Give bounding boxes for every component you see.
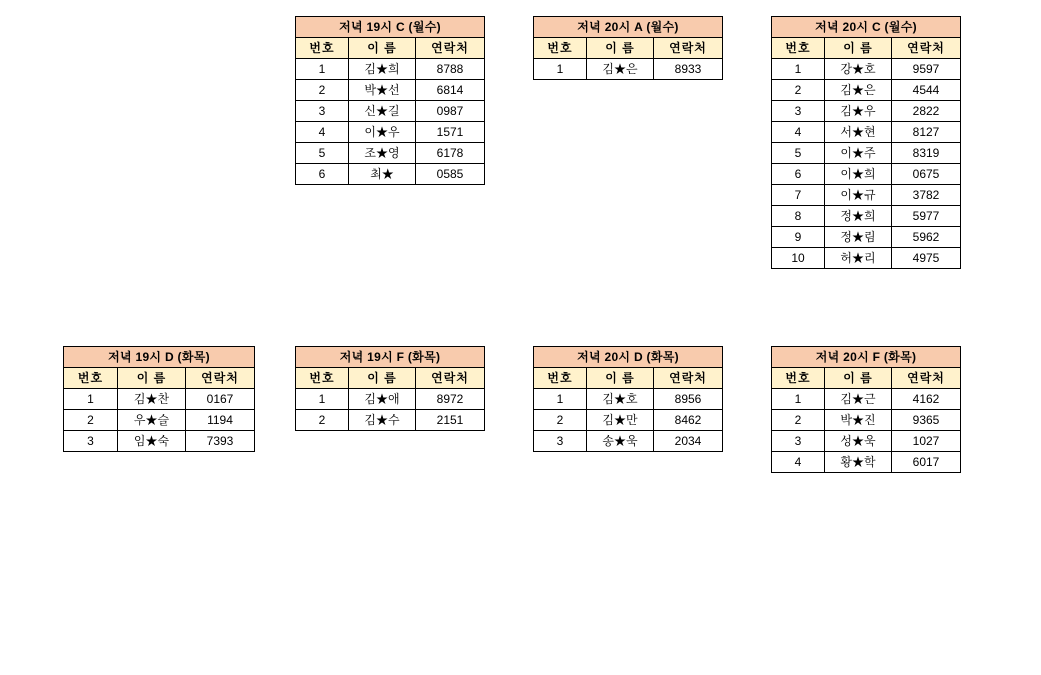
table-row (772, 410, 961, 431)
table-row (296, 59, 485, 80)
cell-number: 10 (772, 248, 825, 269)
cell-name: 김★희 (349, 59, 416, 80)
table-header-row (296, 368, 485, 389)
class-roster-table (771, 16, 961, 269)
column-header-number: 번호 (534, 38, 587, 59)
cell-contact: 2034 (654, 431, 723, 452)
table-header-row (772, 368, 961, 389)
table-title: 저녁 20시 D (화목) (533, 346, 723, 367)
class-roster-table (295, 16, 485, 185)
column-header-name: 이 름 (349, 38, 416, 59)
cell-contact: 0585 (416, 164, 485, 185)
cell-number: 1 (534, 389, 587, 410)
table-row (64, 389, 255, 410)
table-row (772, 206, 961, 227)
table-row (772, 143, 961, 164)
column-header-name: 이 름 (118, 368, 186, 389)
cell-name: 이★희 (825, 164, 892, 185)
cell-contact: 8956 (654, 389, 723, 410)
cell-contact: 6178 (416, 143, 485, 164)
cell-number: 6 (772, 164, 825, 185)
cell-contact: 8319 (892, 143, 961, 164)
cell-name: 김★근 (825, 389, 892, 410)
table-row (296, 80, 485, 101)
cell-contact: 0675 (892, 164, 961, 185)
cell-contact: 0167 (186, 389, 255, 410)
table-row (772, 185, 961, 206)
cell-contact: 8972 (416, 389, 485, 410)
table-header-row (296, 38, 485, 59)
cell-name: 김★찬 (118, 389, 186, 410)
cell-number: 5 (772, 143, 825, 164)
table-row (534, 410, 723, 431)
cell-number: 1 (64, 389, 118, 410)
cell-number: 3 (296, 101, 349, 122)
table-row (772, 389, 961, 410)
cell-contact: 5977 (892, 206, 961, 227)
cell-contact: 1571 (416, 122, 485, 143)
cell-name: 김★호 (587, 389, 654, 410)
cell-number: 1 (772, 389, 825, 410)
table-row (772, 101, 961, 122)
column-header-contact: 연락처 (654, 368, 723, 389)
column-header-contact: 연락처 (186, 368, 255, 389)
table-row (772, 164, 961, 185)
column-header-number: 번호 (296, 368, 349, 389)
column-header-contact: 연락처 (654, 38, 723, 59)
table-row (64, 431, 255, 452)
cell-contact: 9597 (892, 59, 961, 80)
cell-number: 1 (296, 59, 349, 80)
table-header-row (534, 368, 723, 389)
cell-number: 4 (772, 122, 825, 143)
table-row (296, 122, 485, 143)
cell-name: 조★영 (349, 143, 416, 164)
cell-name: 허★리 (825, 248, 892, 269)
cell-contact: 8462 (654, 410, 723, 431)
cell-name: 송★욱 (587, 431, 654, 452)
cell-number: 2 (296, 410, 349, 431)
cell-contact: 4544 (892, 80, 961, 101)
table-row (296, 389, 485, 410)
cell-number: 4 (772, 452, 825, 473)
cell-name: 김★수 (349, 410, 416, 431)
cell-name: 우★슬 (118, 410, 186, 431)
cell-number: 7 (772, 185, 825, 206)
table-title: 저녁 20시 C (월수) (771, 16, 961, 37)
cell-name: 이★주 (825, 143, 892, 164)
cell-number: 3 (534, 431, 587, 452)
column-header-number: 번호 (64, 368, 118, 389)
class-roster-table (63, 346, 255, 452)
cell-name: 박★선 (349, 80, 416, 101)
column-header-number: 번호 (772, 368, 825, 389)
cell-name: 김★애 (349, 389, 416, 410)
cell-name: 황★학 (825, 452, 892, 473)
cell-name: 이★규 (825, 185, 892, 206)
table-row (772, 248, 961, 269)
table-header-row (64, 368, 255, 389)
column-header-contact: 연락처 (416, 368, 485, 389)
class-roster-table (533, 16, 723, 80)
class-roster-table (295, 346, 485, 431)
cell-number: 1 (534, 59, 587, 80)
cell-name: 김★은 (825, 80, 892, 101)
column-header-contact: 연락처 (892, 368, 961, 389)
cell-name: 이★우 (349, 122, 416, 143)
column-header-name: 이 름 (349, 368, 416, 389)
table-row (296, 143, 485, 164)
table-row (296, 164, 485, 185)
column-header-name: 이 름 (587, 38, 654, 59)
table-row (534, 389, 723, 410)
cell-contact: 4162 (892, 389, 961, 410)
cell-name: 박★진 (825, 410, 892, 431)
table-header-row (534, 38, 723, 59)
cell-contact: 2822 (892, 101, 961, 122)
cell-number: 4 (296, 122, 349, 143)
cell-number: 2 (772, 80, 825, 101)
cell-contact: 8933 (654, 59, 723, 80)
table-title: 저녁 20시 A (월수) (533, 16, 723, 37)
cell-contact: 1027 (892, 431, 961, 452)
column-header-name: 이 름 (825, 38, 892, 59)
cell-name: 김★우 (825, 101, 892, 122)
column-header-contact: 연락처 (416, 38, 485, 59)
cell-number: 2 (772, 410, 825, 431)
cell-name: 김★은 (587, 59, 654, 80)
cell-name: 성★욱 (825, 431, 892, 452)
cell-contact: 2151 (416, 410, 485, 431)
cell-contact: 6017 (892, 452, 961, 473)
cell-number: 2 (64, 410, 118, 431)
column-header-name: 이 름 (825, 368, 892, 389)
table-header-row (772, 38, 961, 59)
cell-number: 2 (296, 80, 349, 101)
column-header-contact: 연락처 (892, 38, 961, 59)
table-row (64, 410, 255, 431)
cell-name: 신★길 (349, 101, 416, 122)
table-row (772, 227, 961, 248)
cell-contact: 0987 (416, 101, 485, 122)
table-row (772, 452, 961, 473)
table-row (772, 59, 961, 80)
table-row (772, 431, 961, 452)
cell-contact: 3782 (892, 185, 961, 206)
cell-name: 강★호 (825, 59, 892, 80)
cell-contact: 9365 (892, 410, 961, 431)
table-row (296, 101, 485, 122)
cell-contact: 4975 (892, 248, 961, 269)
cell-number: 3 (64, 431, 118, 452)
table-row (772, 80, 961, 101)
table-title: 저녁 19시 C (월수) (295, 16, 485, 37)
table-row (296, 410, 485, 431)
cell-contact: 8127 (892, 122, 961, 143)
cell-number: 8 (772, 206, 825, 227)
table-row (534, 431, 723, 452)
cell-number: 3 (772, 431, 825, 452)
cell-number: 1 (772, 59, 825, 80)
cell-name: 정★희 (825, 206, 892, 227)
cell-name: 서★현 (825, 122, 892, 143)
cell-contact: 6814 (416, 80, 485, 101)
table-title: 저녁 20시 F (화목) (771, 346, 961, 367)
column-header-number: 번호 (296, 38, 349, 59)
cell-contact: 1194 (186, 410, 255, 431)
table-row (534, 59, 723, 80)
cell-name: 정★림 (825, 227, 892, 248)
cell-number: 2 (534, 410, 587, 431)
class-roster-table (771, 346, 961, 473)
column-header-number: 번호 (772, 38, 825, 59)
table-title: 저녁 19시 D (화목) (63, 346, 255, 367)
column-header-number: 번호 (534, 368, 587, 389)
cell-contact: 8788 (416, 59, 485, 80)
table-row (772, 122, 961, 143)
cell-number: 6 (296, 164, 349, 185)
cell-number: 5 (296, 143, 349, 164)
cell-name: 최★ (349, 164, 416, 185)
table-title: 저녁 19시 F (화목) (295, 346, 485, 367)
cell-number: 1 (296, 389, 349, 410)
cell-number: 3 (772, 101, 825, 122)
column-header-name: 이 름 (587, 368, 654, 389)
class-roster-table (533, 346, 723, 452)
cell-contact: 7393 (186, 431, 255, 452)
cell-name: 김★만 (587, 410, 654, 431)
cell-name: 임★숙 (118, 431, 186, 452)
cell-number: 9 (772, 227, 825, 248)
cell-contact: 5962 (892, 227, 961, 248)
